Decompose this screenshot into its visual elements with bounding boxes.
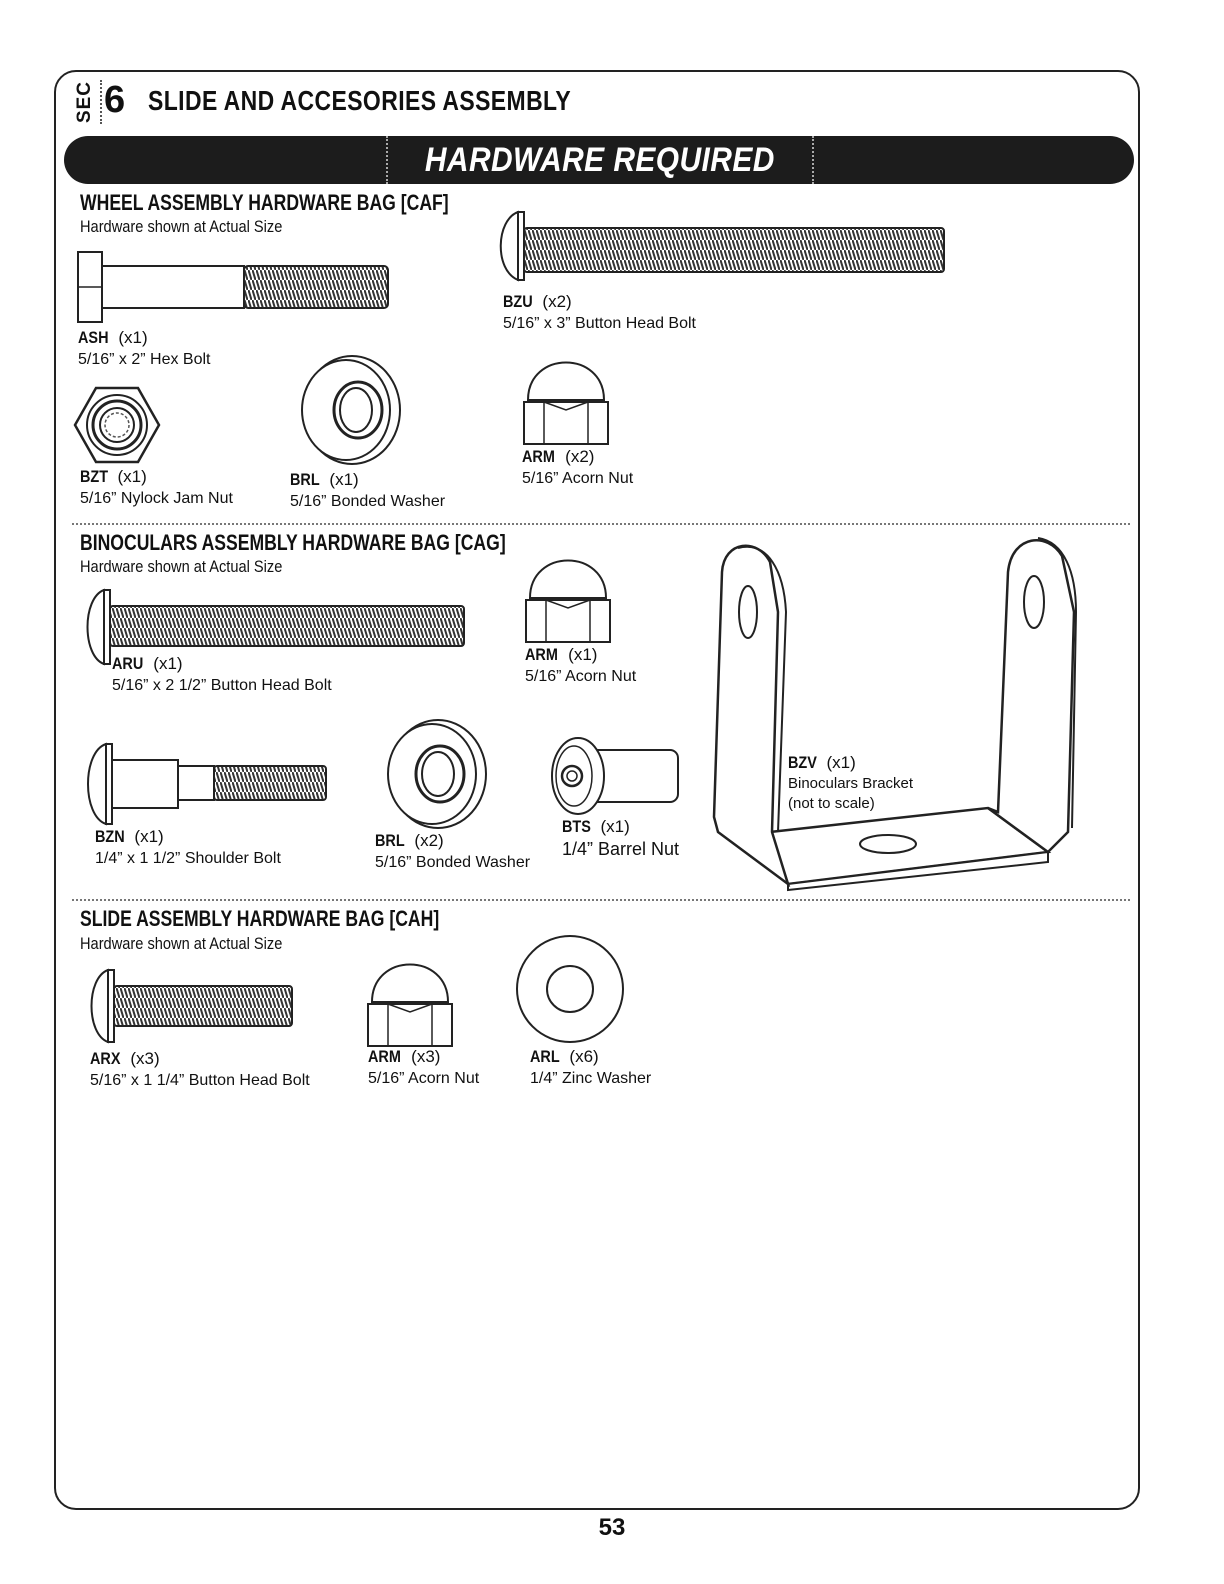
hex-bolt-icon	[76, 250, 392, 324]
item-BTS: BTS (x1) 1/4” Barrel Nut	[562, 817, 680, 859]
item-BZT: BZT (x1) 5/16” Nylock Jam Nut	[80, 467, 233, 507]
section-separator	[72, 899, 1130, 901]
binoculars-bracket-icon	[708, 532, 1088, 894]
item-BZV: BZV (x1) Binoculars Bracket (not to scale)	[788, 753, 914, 812]
shoulder-bolt-icon	[80, 742, 330, 826]
bag-title-slide: SLIDE ASSEMBLY HARDWARE BAG [CAH]	[80, 906, 440, 931]
zinc-washer-icon	[514, 934, 626, 1044]
bonded-washer-icon	[382, 718, 490, 830]
section-separator	[72, 523, 1130, 525]
item-ARX: ARX (x3) 5/16” x 1 1/4” Button Head Bolt	[90, 1049, 310, 1089]
item-BRL-1: BRL (x1) 5/16” Bonded Washer	[290, 470, 446, 510]
item-BZN: BZN (x1) 1/4” x 1 1/2” Shoulder Bolt	[95, 827, 281, 867]
bonded-washer-icon	[296, 354, 404, 466]
item-ARM-1: ARM (x2) 5/16” Acorn Nut	[522, 447, 634, 487]
bag-subtitle-wheel: Hardware shown at Actual Size	[80, 217, 283, 236]
page-title: SLIDE AND ACCESORIES ASSEMBLY	[148, 85, 572, 116]
banner-title: HARDWARE REQUIRED	[386, 136, 814, 184]
item-ARL: ARL (x6) 1/4” Zinc Washer	[530, 1047, 652, 1087]
bag-title-binoculars: BINOCULARS ASSEMBLY HARDWARE BAG [CAG]	[80, 530, 506, 555]
section-divider	[100, 80, 102, 124]
page-number: 53	[598, 1514, 626, 1541]
acorn-nut-icon	[522, 360, 610, 446]
button-head-bolt-icon	[492, 210, 948, 282]
item-ASH: ASH (x1) 5/16” x 2” Hex Bolt	[78, 328, 211, 368]
section-label: SEC	[74, 80, 95, 124]
item-ARM-3: ARM (x3) 5/16” Acorn Nut	[368, 1047, 480, 1087]
button-head-bolt-icon	[84, 968, 296, 1044]
acorn-nut-icon	[524, 558, 612, 644]
item-BZU: BZU (x2) 5/16” x 3” Button Head Bolt	[503, 292, 696, 332]
section-number: 6	[104, 79, 126, 121]
acorn-nut-icon	[366, 962, 454, 1048]
bag-subtitle-binoculars: Hardware shown at Actual Size	[80, 557, 283, 576]
item-BRL-2: BRL (x2) 5/16” Bonded Washer	[375, 831, 531, 871]
barrel-nut-icon	[548, 736, 684, 818]
bag-title-wheel: WHEEL ASSEMBLY HARDWARE BAG [CAF]	[80, 190, 449, 215]
nylock-nut-icon	[72, 386, 162, 464]
item-ARU: ARU (x1) 5/16” x 2 1/2” Button Head Bolt	[112, 654, 332, 694]
section-label-box	[70, 80, 100, 124]
item-ARM-2: ARM (x1) 5/16” Acorn Nut	[525, 645, 637, 685]
bag-subtitle-slide: Hardware shown at Actual Size	[80, 934, 283, 953]
